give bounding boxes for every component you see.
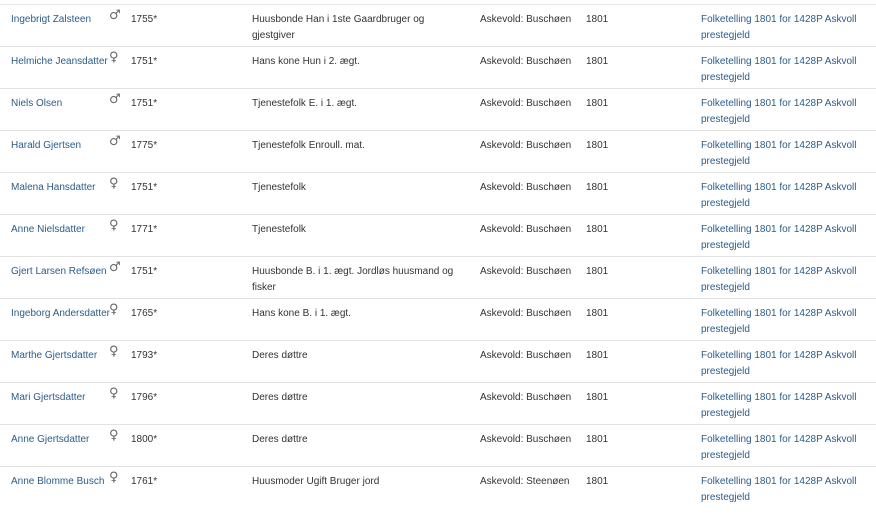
residence-place: Askevold: Buschøen: [480, 434, 572, 445]
table-row: [0, 466, 876, 508]
census-year: 1801: [586, 182, 609, 193]
source-link[interactable]: Folketelling 1801 for 1428P Askvoll prestegjeld: [701, 56, 857, 83]
household-position: Deres døttre: [252, 392, 308, 403]
table-row: [0, 298, 876, 340]
table-row: [0, 46, 876, 88]
table-row: [0, 172, 876, 214]
gender-icon: ♂: [109, 260, 121, 275]
table-row: [0, 340, 876, 382]
census-year: 1801: [586, 140, 609, 151]
household-position: Huusbonde B. i 1. ægt. Jordløs huusmand og fisker: [252, 266, 454, 293]
residence-place: Askevold: Buschøen: [480, 224, 572, 235]
table-row: [0, 88, 876, 130]
household-position: Tjenestefolk E. i 1. ægt.: [252, 98, 358, 109]
table-row: [0, 4, 876, 46]
source-link[interactable]: Folketelling 1801 for 1428P Askvoll prestegjeld: [701, 350, 857, 377]
gender-icon: ♀: [109, 176, 119, 191]
census-year: 1801: [586, 308, 609, 319]
person-name-link[interactable]: Anne Gjertsdatter: [11, 434, 90, 445]
gender-icon: ♀: [109, 386, 119, 401]
table-row: [0, 214, 876, 256]
household-position: Hans kone Hun i 2. ægt.: [252, 56, 360, 67]
table-row: [0, 382, 876, 424]
gender-icon: ♀: [109, 344, 119, 359]
table-row: [0, 256, 876, 298]
birth-year: 1755*: [131, 14, 158, 25]
household-position: Deres døttre: [252, 350, 308, 361]
source-link[interactable]: Folketelling 1801 for 1428P Askvoll prestegjeld: [701, 14, 857, 41]
gender-icon: ♀: [109, 218, 119, 233]
census-year: 1801: [586, 224, 609, 235]
source-link[interactable]: Folketelling 1801 for 1428P Askvoll prestegjeld: [701, 476, 857, 503]
person-name-link[interactable]: Anne Blomme Busch: [11, 476, 105, 487]
residence-place: Askevold: Buschøen: [480, 350, 572, 361]
table-row: [0, 130, 876, 172]
census-year: 1801: [586, 392, 609, 403]
person-name-link[interactable]: Marthe Gjertsdatter: [11, 350, 98, 361]
census-year: 1801: [586, 56, 609, 67]
gender-icon: ♂: [109, 92, 121, 107]
census-year: 1801: [586, 476, 609, 487]
gender-icon: ♀: [109, 50, 119, 65]
residence-place: Askevold: Buschøen: [480, 266, 572, 277]
source-link[interactable]: Folketelling 1801 for 1428P Askvoll prestegjeld: [701, 308, 857, 335]
person-name-link[interactable]: Mari Gjertsdatter: [11, 392, 86, 403]
gender-icon: ♂: [109, 134, 121, 149]
birth-year: 1800*: [131, 434, 158, 445]
birth-year: 1775*: [131, 140, 158, 151]
person-name-link[interactable]: Niels Olsen: [11, 98, 63, 109]
gender-icon: ♀: [109, 302, 119, 317]
source-link[interactable]: Folketelling 1801 for 1428P Askvoll prestegjeld: [701, 98, 857, 125]
household-position: Deres døttre: [252, 434, 308, 445]
household-position: Tjenestefolk: [252, 182, 306, 193]
residence-place: Askevold: Buschøen: [480, 14, 572, 25]
person-name-link[interactable]: Ingeborg Andersdatter: [11, 308, 110, 319]
source-link[interactable]: Folketelling 1801 for 1428P Askvoll prestegjeld: [701, 392, 857, 419]
gender-icon: ♂: [109, 8, 121, 23]
census-results-table: [0, 4, 876, 508]
household-position: Hans kone B. i 1. ægt.: [252, 308, 351, 319]
gender-icon: ♀: [109, 428, 119, 443]
birth-year: 1761*: [131, 476, 158, 487]
residence-place: Askevold: Steenøen: [480, 476, 570, 487]
household-position: Huusmoder Ugift Bruger jord: [252, 476, 380, 487]
person-name-link[interactable]: Malena Hansdatter: [11, 182, 96, 193]
household-position: Tjenestefolk Enroull. mat.: [252, 140, 365, 151]
residence-place: Askevold: Buschøen: [480, 308, 572, 319]
census-year: 1801: [586, 98, 609, 109]
birth-year: 1751*: [131, 266, 158, 277]
census-year: 1801: [586, 350, 609, 361]
birth-year: 1796*: [131, 392, 158, 403]
source-link[interactable]: Folketelling 1801 for 1428P Askvoll prestegjeld: [701, 434, 857, 461]
source-link[interactable]: Folketelling 1801 for 1428P Askvoll prestegjeld: [701, 140, 857, 167]
person-name-link[interactable]: Gjert Larsen Refsøen: [11, 266, 107, 277]
source-link[interactable]: Folketelling 1801 for 1428P Askvoll prestegjeld: [701, 224, 857, 251]
residence-place: Askevold: Buschøen: [480, 392, 572, 403]
gender-icon: ♀: [109, 470, 119, 485]
birth-year: 1793*: [131, 350, 158, 361]
birth-year: 1771*: [131, 224, 158, 235]
census-year: 1801: [586, 266, 609, 277]
household-position: Tjenestefolk: [252, 224, 306, 235]
person-name-link[interactable]: Anne Nielsdatter: [11, 224, 85, 235]
birth-year: 1765*: [131, 308, 158, 319]
person-name-link[interactable]: Helmiche Jeansdatter: [11, 56, 108, 67]
birth-year: 1751*: [131, 98, 158, 109]
birth-year: 1751*: [131, 182, 158, 193]
table-row: [0, 424, 876, 466]
person-name-link[interactable]: Harald Gjertsen: [11, 140, 82, 151]
source-link[interactable]: Folketelling 1801 for 1428P Askvoll prestegjeld: [701, 266, 857, 293]
birth-year: 1751*: [131, 56, 158, 67]
residence-place: Askevold: Buschøen: [480, 140, 572, 151]
census-year: 1801: [586, 14, 609, 25]
household-position: Huusbonde Han i 1ste Gaardbruger og gjestgiver: [252, 14, 425, 41]
residence-place: Askevold: Buschøen: [480, 56, 572, 67]
source-link[interactable]: Folketelling 1801 for 1428P Askvoll prestegjeld: [701, 182, 857, 209]
person-name-link[interactable]: Ingebrigt Zalsteen: [11, 14, 92, 25]
residence-place: Askevold: Buschøen: [480, 182, 572, 193]
census-year: 1801: [586, 434, 609, 445]
residence-place: Askevold: Buschøen: [480, 98, 572, 109]
